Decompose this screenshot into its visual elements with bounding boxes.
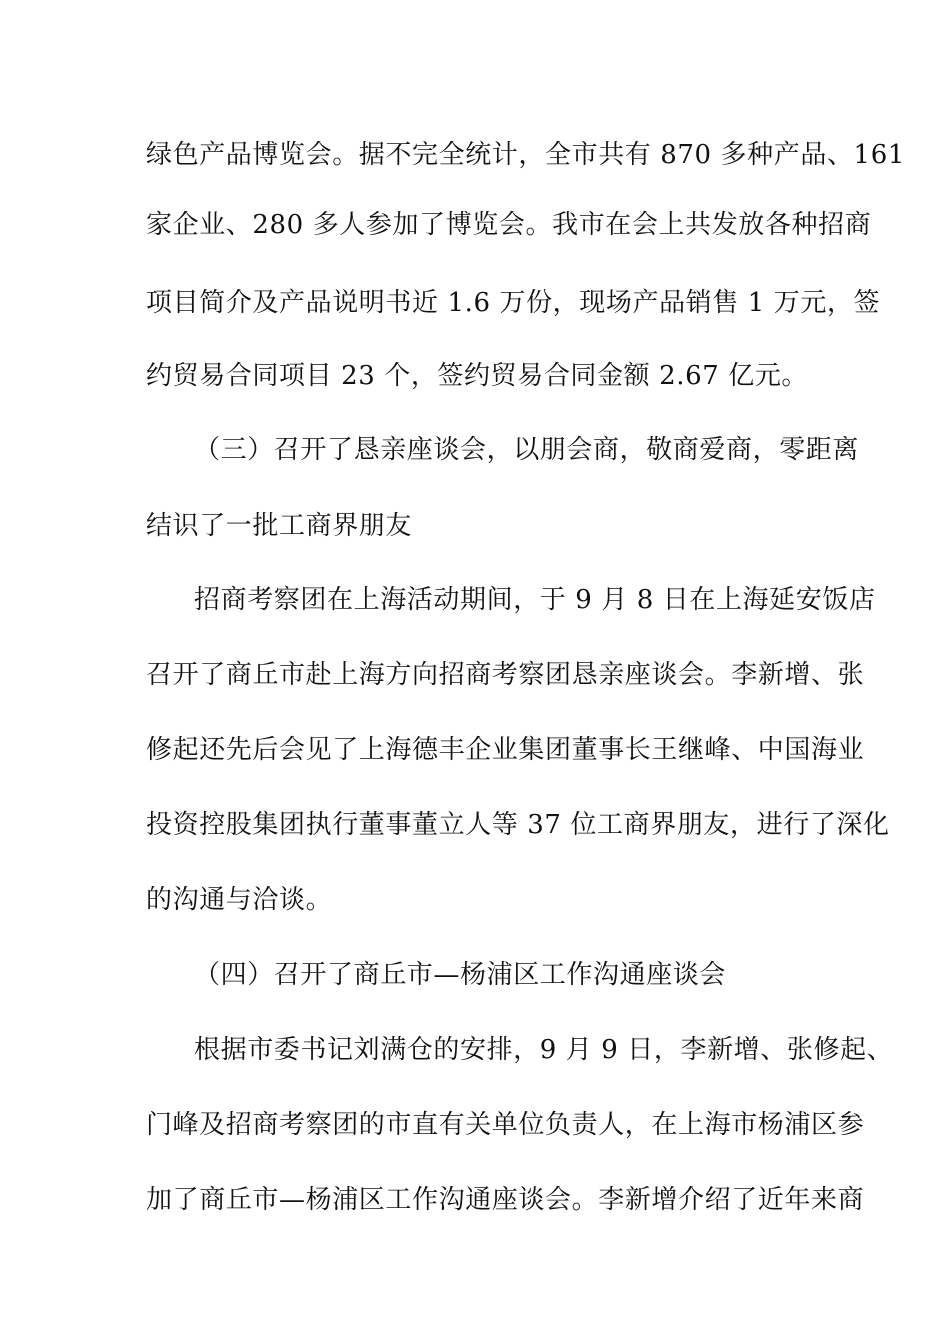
paragraph-line: 绿色产品博览会。据不完全统计，全市共有 870 多种产品、161 [146, 140, 905, 170]
paragraph-line: 加了商丘市—杨浦区工作沟通座谈会。李新增介绍了近年来商 [146, 1185, 865, 1215]
paragraph-line: 召开了商丘市赴上海方向招商考察团恳亲座谈会。李新增、张 [146, 660, 865, 690]
paragraph-line: 项目简介及产品说明书近 1.6 万份，现场产品销售 1 万元，签 [146, 288, 881, 318]
paragraph-line: 的沟通与洽谈。 [146, 885, 333, 915]
paragraph-line: 根据市委书记刘满仓的安排，9 月 9 日，李新增、张修起、 [194, 1035, 894, 1065]
paragraph-line: 投资控股集团执行董事董立人等 37 位工商界朋友，进行了深化 [146, 810, 890, 840]
paragraph-line: 约贸易合同项目 23 个，签约贸易合同金额 2.67 亿元。 [146, 361, 809, 391]
paragraph-line: 家企业、280 多人参加了博览会。我市在会上共发放各种招商 [146, 210, 872, 240]
section-heading: （四）召开了商丘市—杨浦区工作沟通座谈会 [194, 960, 727, 990]
paragraph-line: 修起还先后会见了上海德丰企业集团董事长王继峰、中国海业 [146, 735, 865, 765]
section-heading: 结识了一批工商界朋友 [146, 511, 413, 541]
paragraph-line: 门峰及招商考察团的市直有关单位负责人，在上海市杨浦区参 [146, 1110, 865, 1140]
section-heading: （三）召开了恳亲座谈会，以朋会商，敬商爱商，零距离 [194, 435, 860, 465]
paragraph-line: 招商考察团在上海活动期间，于 9 月 8 日在上海延安饭店 [194, 585, 876, 615]
